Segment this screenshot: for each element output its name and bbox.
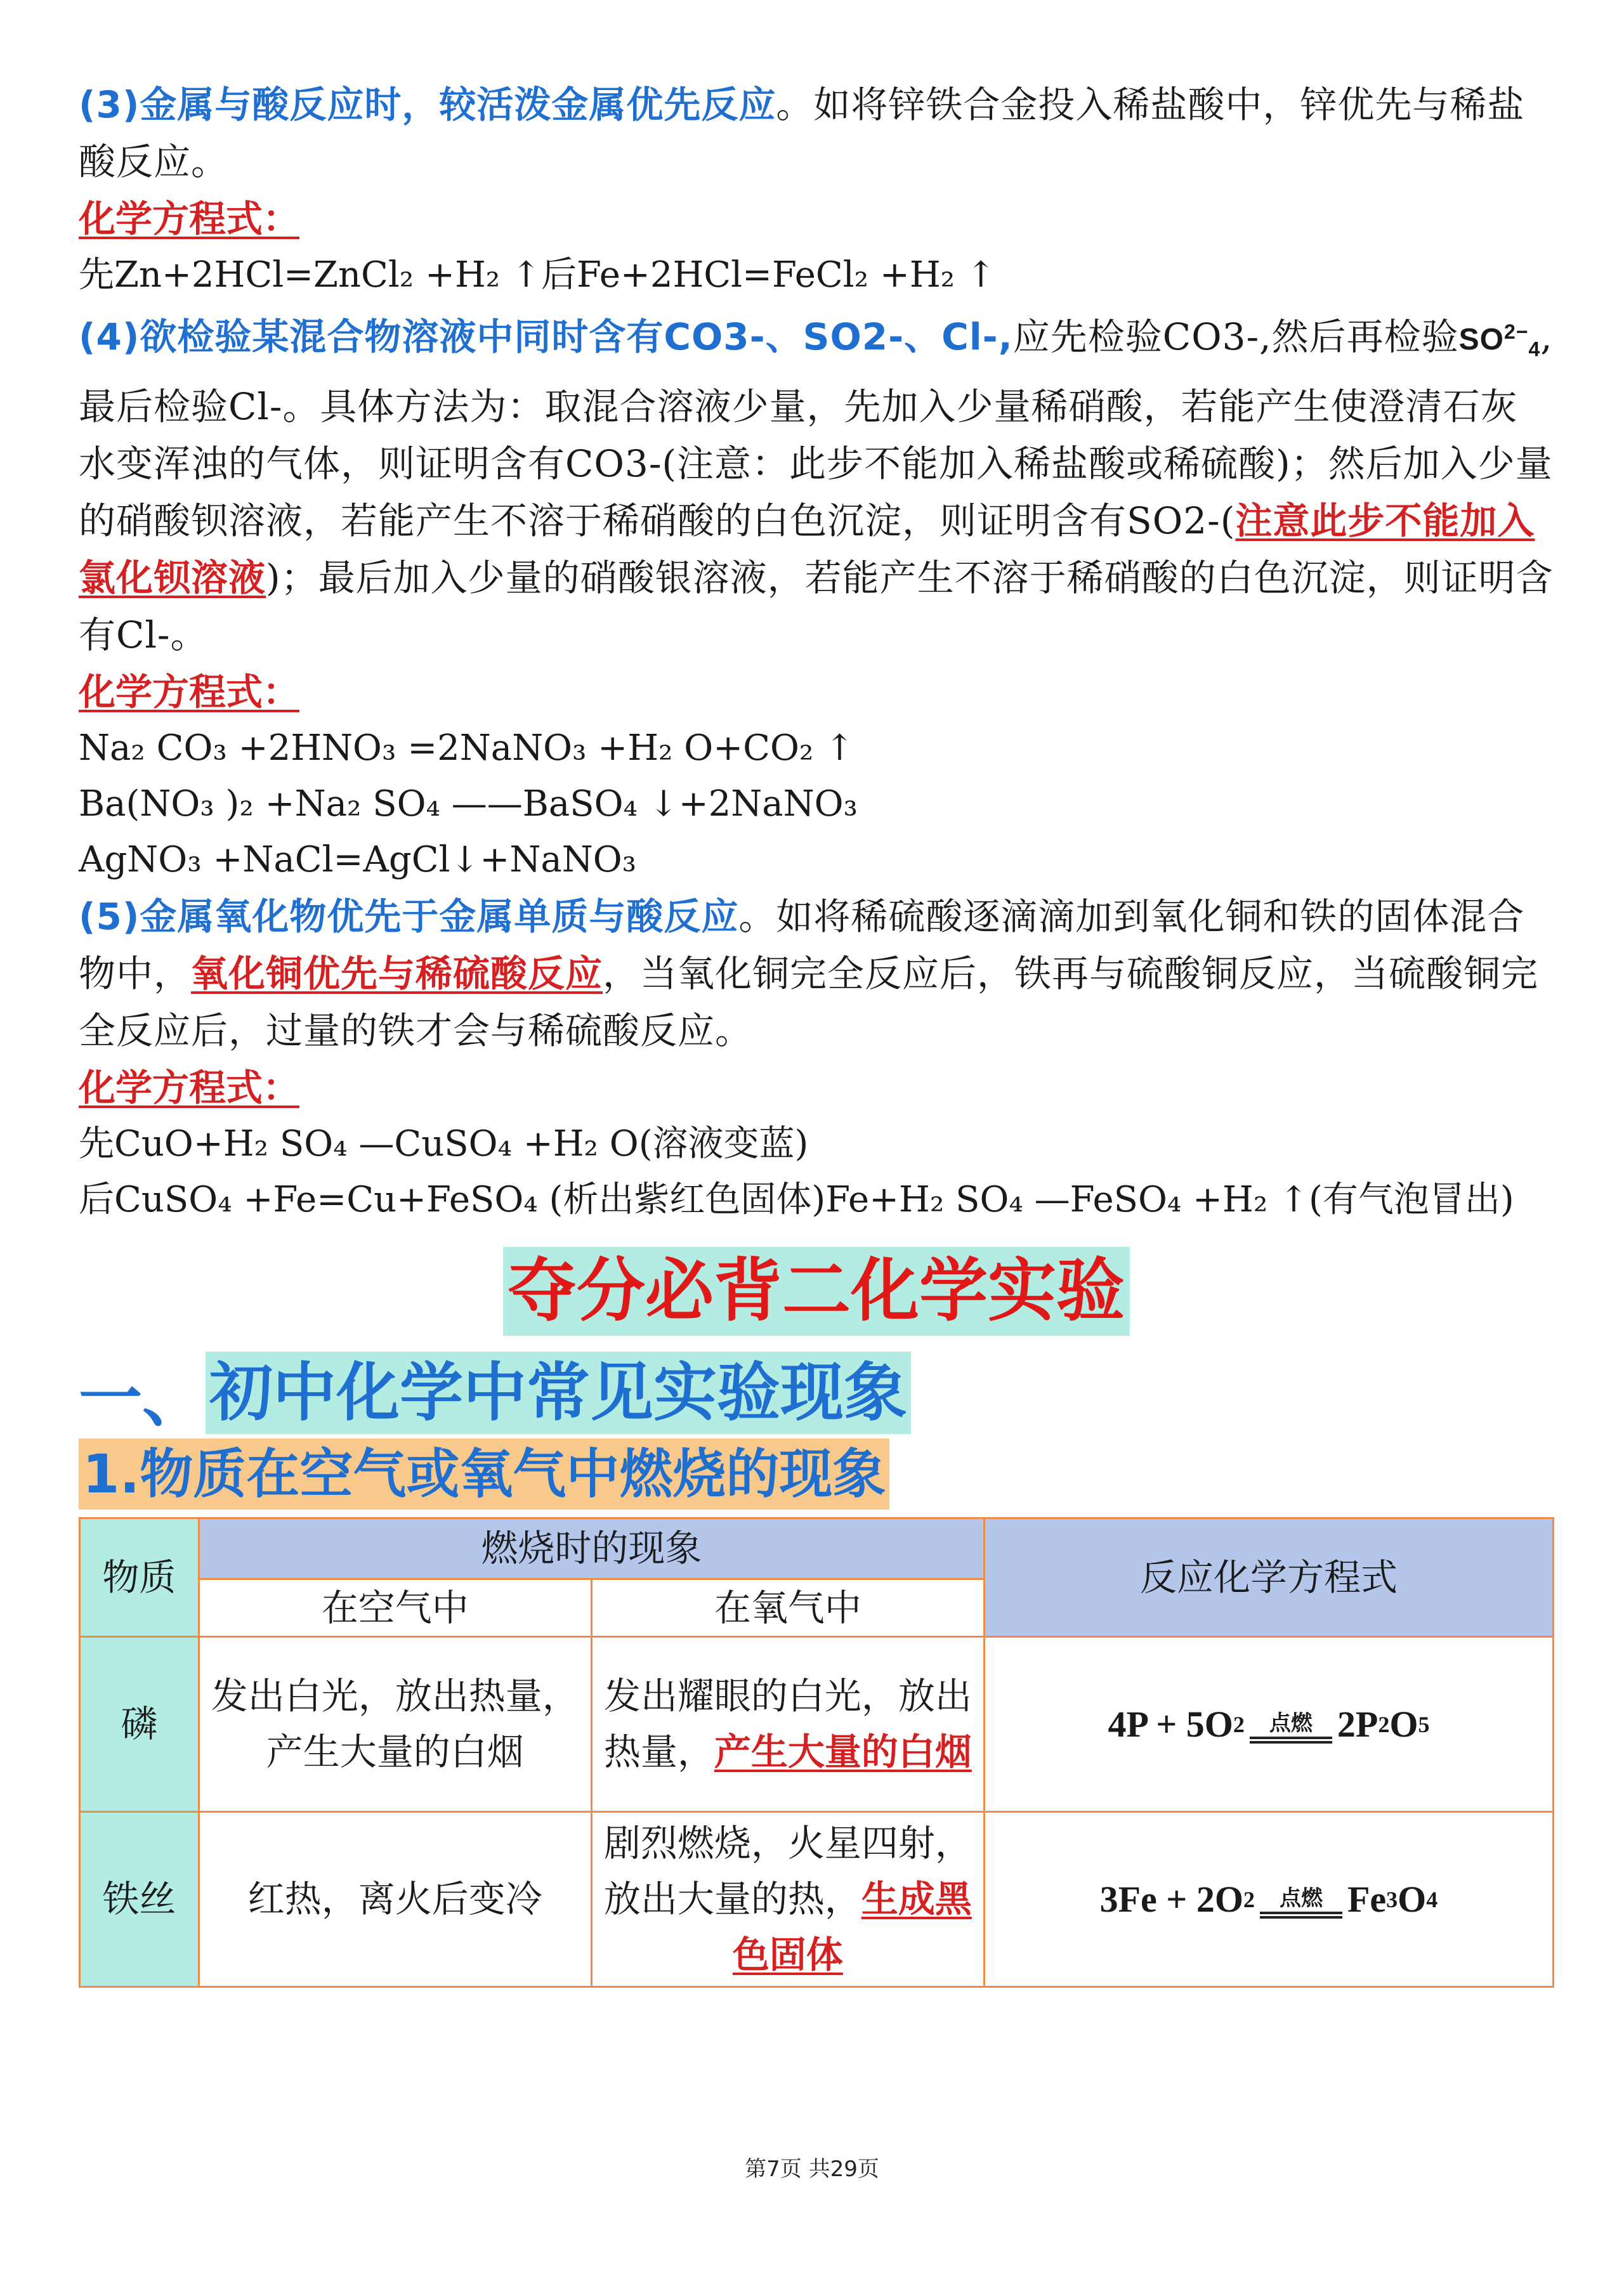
table-cell-oxygen: 发出耀眼的白光，放出热量，产生大量的白烟	[591, 1636, 984, 1811]
table-cell-oxygen: 剧烈燃烧，火星四射，放出大量的热，生成黑色固体	[591, 1811, 984, 1986]
section-number: 一、	[79, 1360, 206, 1435]
section-4-paragraph	[79, 303, 1554, 663]
section-4-note: 注意此步不能加入氯化钡溶液	[79, 499, 1535, 599]
table-cell-equation	[984, 1636, 1553, 1811]
section-5-heading: (5)金属氧化物优先于金属单质与酸反应	[79, 894, 739, 938]
section-4-text: ,最后检验Cl-。具体方法为：取混合溶液少量，先加入少量稀硝酸，若能产生使澄清石灰水变浑浊的气体，则证明含有CO3-(注意：此步不能加入稀盐酸或稀硫酸)；然后加入少量的硝酸钡溶液，若能产生不溶于稀硝酸的白色沉淀，则证明含有SO2-(	[79, 315, 1553, 542]
sulfate-ion-formula: $SO^{2-}_4$	[1458, 320, 1541, 361]
section-5-highlight: 氧化铜优先与稀硫酸反应	[191, 951, 603, 995]
main-title: 夺分必背二化学实验	[79, 1247, 1554, 1342]
section-title: 初中化学中常见实验现象	[206, 1352, 911, 1434]
header-in-oxygen: 在氧气中	[591, 1579, 984, 1636]
section-5-paragraph	[79, 888, 1554, 1059]
equation-line: 先CuO+H₂ SO₄ —CuSO₄ +H₂ O(溶液变蓝)	[79, 1123, 809, 1164]
equation-label: 化学方程式：	[79, 197, 300, 240]
page-footer: 第7页 共29页	[745, 2156, 879, 2182]
combustion-table	[79, 1517, 1554, 1988]
phosphorus-equation: 4P + 5O 2 点燃 2P 2 O 5	[1108, 1703, 1430, 1745]
header-substance: 物质	[80, 1518, 199, 1636]
header-in-air: 在空气中	[199, 1579, 591, 1636]
section-3-heading: (3)金属与酸反应时，较活泼金属优先反应	[79, 83, 776, 126]
section-3-paragraph	[79, 76, 1554, 190]
iron-equation: 3Fe + 2O 2 点燃 Fe 3 O 4	[1099, 1878, 1438, 1920]
section-4-text: 应先检验CO3-,然后再检验	[1012, 315, 1459, 358]
table-cell-equation	[984, 1811, 1553, 1986]
equation-line: Na₂ CO₃ +2HNO₃ =2NaNO₃ +H₂ O+CO₂ ↑	[79, 727, 855, 769]
equation-line: 后CuSO₄ +Fe=Cu+FeSO₄ (析出紫红色固体)Fe+H₂ SO₄ —FeSO₄ +H₂ ↑(有气泡冒出)	[79, 1178, 1514, 1220]
equation-label: 化学方程式：	[79, 670, 300, 714]
section-heading	[79, 1347, 1554, 1436]
section-5-text: ，当氧化铜完全反应后，铁再与硫酸铜反应，当硫酸铜完全反应后，过量的铁才会与稀硫酸反应。	[79, 951, 1539, 1052]
section-4-text: )；最后加入少量的硝酸银溶液，若能产生不溶于稀硝酸的白色沉淀，则证明含有Cl-。	[79, 556, 1554, 656]
table-cell-air: 发出白光，放出热量，产生大量的白烟	[199, 1636, 591, 1811]
table-row-substance: 磷	[80, 1636, 199, 1811]
section-5-text: 。如将稀硫酸逐滴滴加到氧化铜和铁的固体混合物中，	[79, 894, 1525, 995]
table-cell-air: 红热，离火后变冷	[199, 1811, 591, 1986]
section-3-text: 。如将锌铁合金投入稀盐酸中，锌优先与稀盐酸反应。	[79, 83, 1525, 183]
header-phenomenon: 燃烧时的现象	[199, 1518, 984, 1579]
equation-line: AgNO₃ +NaCl=AgCl↓+NaNO₃	[79, 838, 637, 880]
subsection-heading: 1.物质在空气或氧气中燃烧的现象	[79, 1438, 1554, 1512]
header-equation: 反应化学方程式	[984, 1518, 1553, 1636]
equation-line: Ba(NO₃ )₂ +Na₂ SO₄ ——BaSO₄ ↓+2NaNO₃	[79, 783, 858, 825]
document-page	[79, 76, 1554, 1988]
section-4-heading: (4)欲检验某混合物溶液中同时含有CO3-、SO2-、Cl-,	[79, 315, 1013, 358]
equation-line: 先Zn+2HCl=ZnCl₂ +H₂ ↑后Fe+2HCl=FeCl₂ +H₂ ↑	[79, 254, 996, 296]
table-row-substance: 铁丝	[80, 1811, 199, 1986]
equation-label: 化学方程式：	[79, 1066, 300, 1109]
